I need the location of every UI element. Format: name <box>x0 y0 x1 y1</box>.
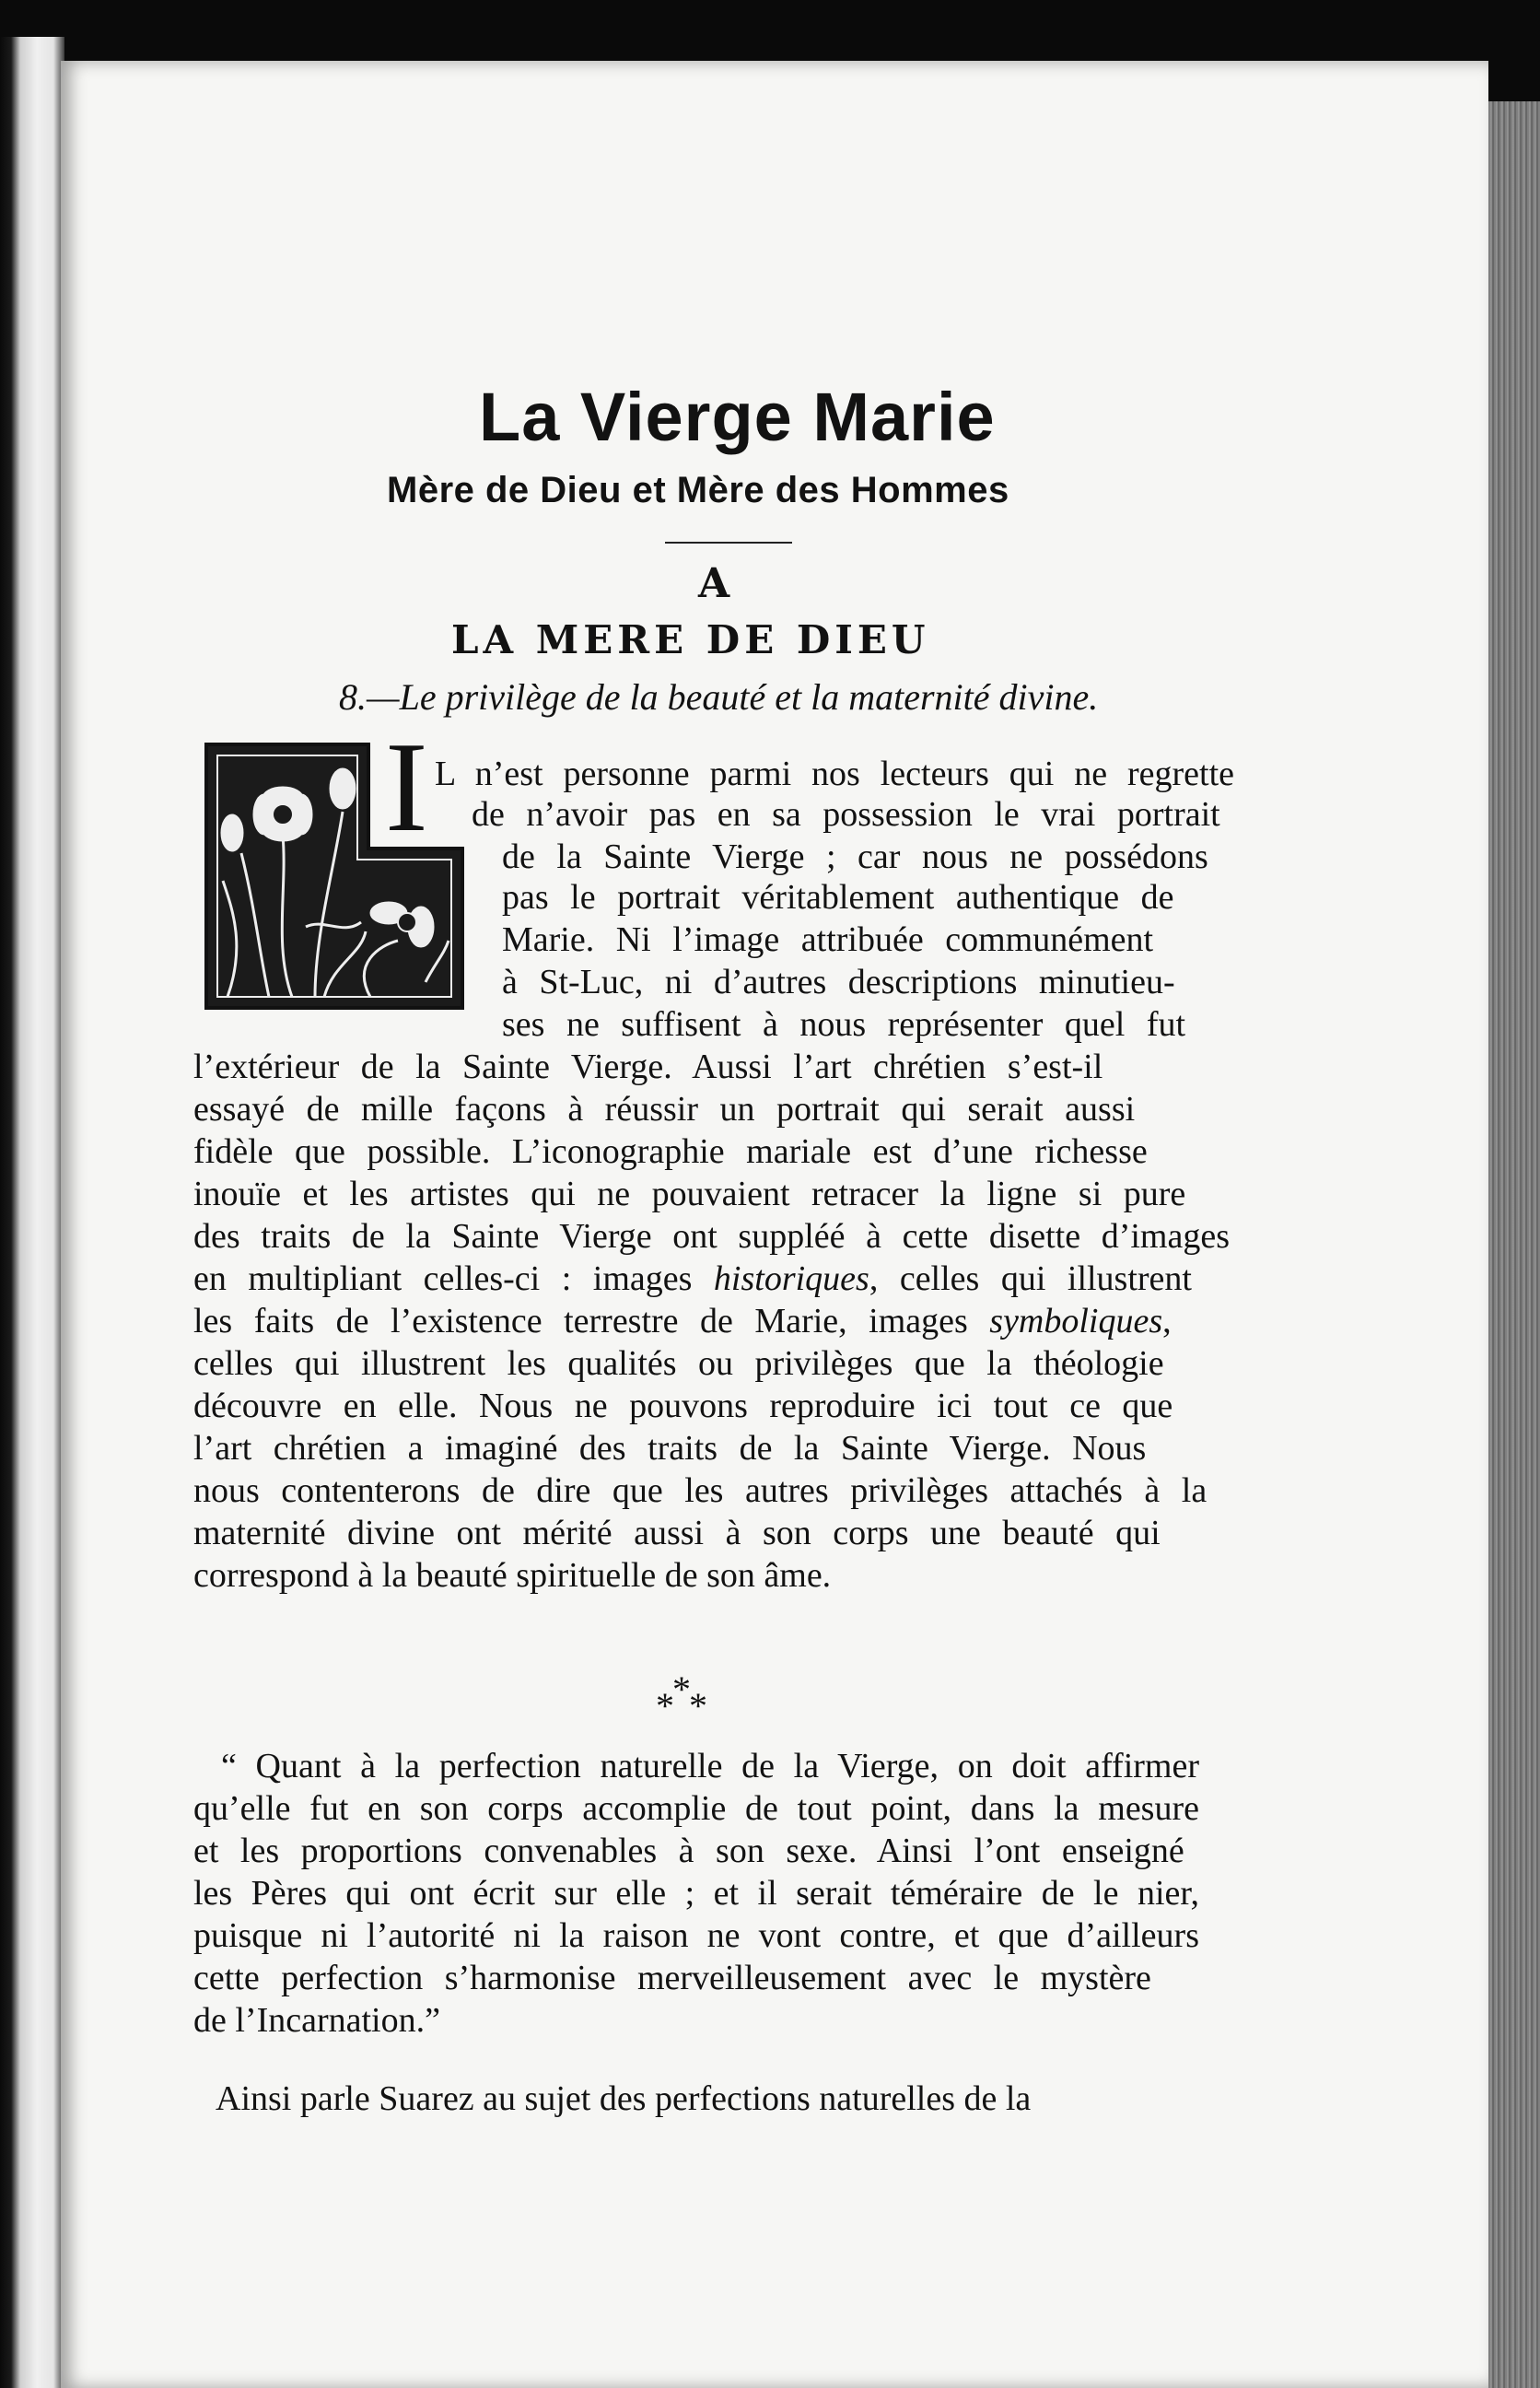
body-text-line: l’art chrétien a imaginé des traits de la Sainte Vierge. Nous <box>193 1429 1147 1468</box>
quote-text-line: puisque ni l’autorité ni la raison ne vont contre, et que d’ailleurs <box>193 1916 1199 1955</box>
asterism-separator <box>656 1668 720 1730</box>
section-title: LA MERE DE DIEU <box>451 617 930 662</box>
title-divider <box>665 542 792 544</box>
body-text-line: celles qui illustrent les qualités ou privilèges que la théologie <box>193 1344 1164 1383</box>
body-text-line: de n’avoir pas en sa possession le vrai portrait <box>472 795 1220 834</box>
body-text-line: en multipliant celles-ci : images historiques, celles qui illustrent <box>193 1259 1192 1298</box>
body-text-line: essayé de mille façons à réussir un portrait qui serait aussi <box>193 1090 1136 1129</box>
asterism-star: * <box>689 1685 707 1727</box>
body-text-line: fidèle que possible. L’iconographie mariale est d’une richesse <box>193 1132 1148 1171</box>
body-text-line: découvre en elle. Nous ne pouvons reproduire ici tout ce que <box>193 1387 1173 1425</box>
body-text-line: l’extérieur de la Sainte Vierge. Aussi l’art chrétien s’est-il <box>193 1048 1103 1086</box>
emphasis-text: symboliques <box>989 1302 1163 1340</box>
closing-line: Ainsi parle Suarez au sujet des perfections naturelles de la <box>216 2079 1032 2118</box>
quote-text-line: cette perfection s’harmonise merveilleusement avec le mystère <box>193 1959 1151 1997</box>
quote-text-line: qu’elle fut en son corps accomplie de tout point, dans la mesure <box>193 1789 1199 1828</box>
quote-text-line: de l’Incarnation.” <box>193 2001 440 2040</box>
drop-cap-letter: I <box>385 716 428 859</box>
body-text-line: de la Sainte Vierge ; car nous ne possédons <box>502 837 1208 876</box>
body-text-line: L n’est personne parmi nos lecteurs qui ne regrette <box>435 755 1234 793</box>
body-text-line: nous contenterons de dire que les autres privilèges attachés à la <box>193 1471 1208 1510</box>
body-text-line: à St-Luc, ni d’autres descriptions minutieu- <box>502 963 1175 1001</box>
emphasis-text: historiques <box>713 1259 869 1298</box>
quote-text-line: “ Quant à la perfection naturelle de la Vierge, on doit affirmer <box>221 1747 1199 1785</box>
page-subtitle: Mère de Dieu et Mère des Hommes <box>387 470 1009 510</box>
body-text-line: maternité divine ont mérité aussi à son corps une beauté qui <box>193 1514 1161 1552</box>
book-left-edge <box>0 37 64 2388</box>
page-title: La Vierge Marie <box>479 379 996 455</box>
body-text-line: ses ne suffisent à nous représenter quel fut <box>502 1005 1186 1044</box>
body-text-line: Marie. Ni l’image attribuée communément <box>502 920 1154 959</box>
quote-text-line: les Pères qui ont écrit sur elle ; et il serait téméraire de le nier, <box>193 1874 1199 1913</box>
body-text-line: des traits de la Sainte Vierge ont suppléé à cette disette d’images <box>193 1217 1230 1256</box>
body-text-line: inouïe et les artistes qui ne pouvaient retracer la ligne si pure <box>193 1175 1186 1213</box>
body-text-line: correspond à la beauté spirituelle de son âme. <box>193 1556 832 1595</box>
section-letter: A <box>698 560 730 607</box>
body-text-line: les faits de l’existence terrestre de Marie, images symboliques, <box>193 1302 1172 1340</box>
asterism-star: * <box>672 1668 691 1710</box>
asterism-star: * <box>656 1685 674 1727</box>
body-text-line: pas le portrait véritablement authentique de <box>502 878 1174 917</box>
section-subheading: 8.—Le privilège de la beauté et la maternité divine. <box>339 676 1099 718</box>
quote-text-line: et les proportions convenables à son sexe. Ainsi l’ont enseigné <box>193 1832 1184 1870</box>
